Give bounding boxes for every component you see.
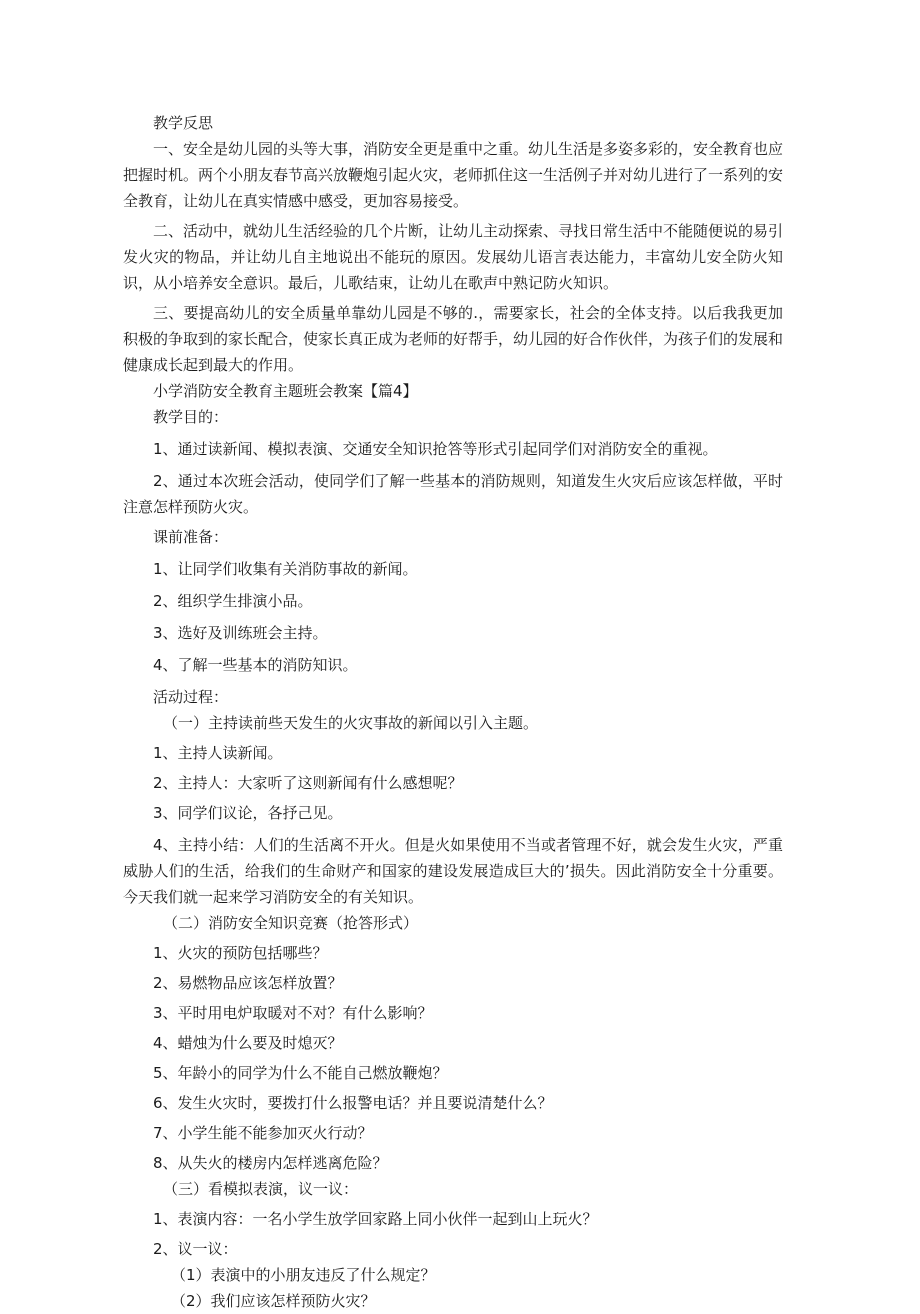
prep-item: 4、了解一些基本的消防知识。 bbox=[153, 656, 358, 674]
part3-subitem: （1）表演中的小朋友违反了什么规定？ bbox=[171, 1266, 436, 1284]
reflection-heading: 教学反思 bbox=[153, 114, 214, 132]
goal-heading: 教学目的： bbox=[153, 408, 229, 426]
prep-heading: 课前准备： bbox=[153, 528, 229, 546]
part1-item: 1、主持人读新闻。 bbox=[153, 744, 283, 762]
part1-item: 2、主持人：大家听了这则新闻有什么感想呢？ bbox=[153, 774, 463, 792]
part2-item: 8、从失火的楼房内怎样逃离危险？ bbox=[153, 1154, 388, 1172]
part3-item: 1、表演内容：一名小学生放学回家路上同小伙伴一起到山上玩火？ bbox=[153, 1210, 598, 1228]
process-heading: 活动过程： bbox=[153, 688, 229, 706]
part2-heading: （二）消防安全知识竞赛（抢答形式） bbox=[163, 914, 419, 932]
part1-item: 4、主持小结：人们的生活离不开火。但是火如果使用不当或者管理不好，就会发生火灾，严重威胁人们的生活，给我们的生命财产和国家的建设发展造成巨大的’损失。因此消防安全十分重要。今天我们就一起来学习消防安全的有关知识。 bbox=[123, 836, 783, 906]
reflection-paragraph-1: 一、安全是幼儿园的头等大事，消防安全更是重中之重。幼儿生活是多姿多彩的，安全教育也应把握时机。两个小朋友春节高兴放鞭炮引起火灾，老师抓住这一生活例子并对幼儿进行了一系列的安全教育，让幼儿在真实情感中感受，更加容易接受。 bbox=[123, 140, 784, 210]
part2-item: 1、火灾的预防包括哪些？ bbox=[153, 944, 328, 962]
part3-subitem: （2）我们应该怎样预防火灾？ bbox=[171, 1292, 376, 1310]
prep-item: 1、让同学们收集有关消防事故的新闻。 bbox=[153, 560, 418, 578]
part2-item: 3、平时用电炉取暖对不对？有什么影响？ bbox=[153, 1004, 433, 1022]
goal-item: 2、通过本次班会活动，使同学们了解一些基本的消防规则，知道发生火灾后应该怎样做，平时注意怎样预防火灾。 bbox=[123, 472, 783, 516]
reflection-paragraph-3: 三、要提高幼儿的安全质量单靠幼儿园是不够的.，需要家长，社会的全体支持。以后我我更加积极的争取到的家长配合，使家长真正成为老师的好帮手，幼儿园的好合作伙伴，为孩子们的发展和健康成长起到最大的作用。 bbox=[123, 304, 784, 374]
part2-item: 4、蜡烛为什么要及时熄灭？ bbox=[153, 1034, 343, 1052]
lesson-title: 小学消防安全教育主题班会教案【篇4】 bbox=[153, 382, 418, 400]
prep-item: 3、选好及训练班会主持。 bbox=[153, 624, 328, 642]
part2-item: 6、发生火灾时，要拨打什么报警电话？并且要说清楚什么？ bbox=[153, 1094, 553, 1112]
part2-item: 5、年龄小的同学为什么不能自己燃放鞭炮？ bbox=[153, 1064, 448, 1082]
prep-item: 2、组织学生排演小品。 bbox=[153, 592, 313, 610]
goal-item: 1、通过读新闻、模拟表演、交通安全知识抢答等形式引起同学们对消防安全的重视。 bbox=[153, 440, 718, 458]
part3-heading: （三）看模拟表演，议一议： bbox=[163, 1180, 359, 1198]
part1-heading: （一）主持读前些天发生的火灾事故的新闻以引入主题。 bbox=[163, 714, 539, 732]
part2-item: 2、易燃物品应该怎样放置？ bbox=[153, 974, 343, 992]
part1-item: 3、同学们议论，各抒己见。 bbox=[153, 804, 343, 822]
part2-item: 7、小学生能不能参加灭火行动？ bbox=[153, 1124, 373, 1142]
reflection-paragraph-2: 二、活动中，就幼儿生活经验的几个片断，让幼儿主动探索、寻找日常生活中不能随便说的易引发火灾的物品，并让幼儿自主地说出不能玩的原因。发展幼儿语言表达能力，丰富幼儿安全防火知识，从小培养安全意识。最后，儿歌结束，让幼儿在歌声中熟记防火知识。 bbox=[123, 222, 784, 292]
part3-item: 2、议一议： bbox=[153, 1240, 238, 1258]
document-body bbox=[123, 110, 783, 1314]
